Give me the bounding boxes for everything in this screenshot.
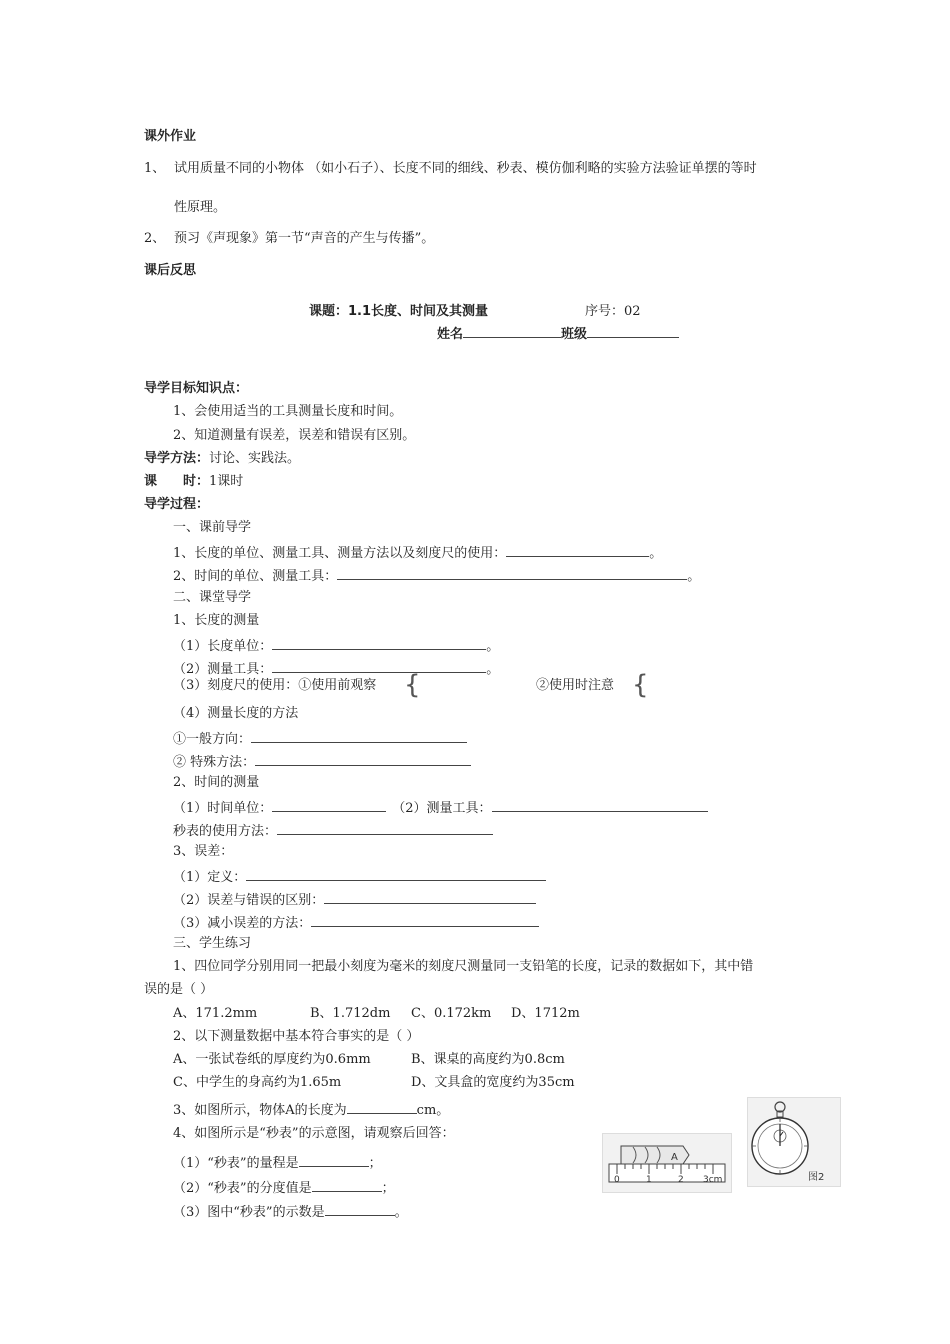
- pre-q1-text: 1、长度的单位、测量工具、测量方法以及刻度尺的使用：: [173, 546, 507, 561]
- pre-q2-blank[interactable]: [337, 565, 687, 580]
- pre-q2: [173, 565, 700, 586]
- practice-q4-1-blank[interactable]: [299, 1152, 369, 1167]
- hours-row: [144, 473, 243, 491]
- stopwatch-label: 秒表的使用方法：: [173, 824, 278, 839]
- practice-q3-text: 3、如图所示，物体A的长度为: [173, 1103, 347, 1118]
- reflection-heading: 课后反思: [144, 263, 197, 278]
- time-heading: 2、时间的测量: [173, 775, 260, 790]
- general-method-blank[interactable]: [251, 728, 467, 743]
- length-unit-blank[interactable]: [272, 635, 486, 650]
- length-tool-label: （2）测量工具：: [173, 662, 273, 677]
- ruler-usage-label: （3）刻度尺的使用：①使用前观察: [173, 678, 377, 693]
- error-def-label: （1）定义：: [173, 870, 247, 885]
- pre-q2-end: 。: [687, 569, 701, 584]
- length-tool-end: 。: [486, 662, 500, 677]
- practice-q1-option-a: A、171.2mm: [173, 1006, 258, 1021]
- time-unit-label: （1）时间单位：: [173, 801, 273, 816]
- goal-item-1: 1、会使用适当的工具测量长度和时间。: [173, 404, 403, 419]
- practice-q1-option-d: D、1712m: [511, 1006, 580, 1021]
- hours-value: 1课时: [209, 474, 244, 489]
- practice-q4-2-blank[interactable]: [312, 1177, 382, 1192]
- homework-item-1-line-2: 性原理。: [174, 200, 227, 215]
- class-blank[interactable]: [587, 323, 679, 338]
- practice-q4-1: [173, 1152, 382, 1173]
- homework-heading: 课外作业: [144, 129, 197, 144]
- goal-item-2: 2、知道测量有误差，误差和错误有区别。: [173, 428, 416, 443]
- practice-q2-option-d: D、文具盒的宽度约为35cm: [411, 1075, 575, 1090]
- practice-q1-option-c: C、0.172km: [411, 1006, 492, 1021]
- pre-q1: [173, 542, 662, 563]
- general-method-label: ①一般方向：: [173, 732, 252, 747]
- practice-heading: 三、学生练习: [173, 936, 252, 951]
- error-reduce-label: （3）减小误差的方法：: [173, 916, 312, 931]
- length-unit-label: （1）长度单位：: [173, 639, 273, 654]
- practice-q1-line-1: 1、四位同学分别用同一把最小刻度为毫米的刻度尺测量同一支铅笔的长度，记录的数据如下，其中错: [173, 959, 754, 974]
- practice-q1-line-2: 误的是（ ）: [144, 982, 214, 997]
- ruler-tick-2: 2: [678, 1175, 684, 1185]
- ruler-figure: [602, 1133, 732, 1193]
- homework-item-2-text: 预习《声现象》第一节“声音的产生与传播”。: [174, 231, 435, 246]
- general-method-row: [173, 728, 467, 749]
- homework-item-1-line-1: 试用质量不同的小物体 （如小石子）、长度不同的细线、秒表、模仿伽利略的实验方法验证单摆的等时: [174, 161, 757, 176]
- error-heading: 3、误差：: [173, 844, 234, 859]
- practice-q3: [173, 1099, 449, 1120]
- error-diff-blank[interactable]: [324, 889, 536, 904]
- method-row: [144, 450, 300, 468]
- ruler-tick-3: 3cm: [703, 1175, 723, 1185]
- error-reduce-row: [173, 912, 539, 933]
- method-value: 讨论、实践法。: [209, 451, 301, 466]
- practice-q4-2-text: （2）“秒表”的分度值是: [173, 1181, 312, 1196]
- practice-q4-1-end: ；: [368, 1156, 382, 1171]
- name-label: 姓名: [437, 327, 464, 342]
- time-tool-blank[interactable]: [492, 797, 708, 812]
- practice-q2-option-b: B、课桌的高度约为0.8cm: [411, 1052, 565, 1067]
- time-tool-label: （2）测量工具：: [392, 801, 492, 816]
- method-heading: （4）测量长度的方法: [173, 706, 299, 721]
- special-method-label: ② 特殊方法：: [173, 755, 256, 770]
- practice-q1-option-b: B、1.712dm: [310, 1006, 391, 1021]
- practice-q4-3: [173, 1201, 408, 1222]
- stopwatch-figure: [747, 1097, 841, 1187]
- practice-q4-2: [173, 1177, 395, 1198]
- practice-q4-3-blank[interactable]: [325, 1201, 395, 1216]
- pre-q2-text: 2、时间的单位、测量工具：: [173, 569, 338, 584]
- time-unit-blank[interactable]: [272, 797, 386, 812]
- practice-q4-2-end: ；: [381, 1181, 395, 1196]
- time-row: [173, 797, 708, 818]
- ruler-tick-0: 0: [614, 1175, 620, 1185]
- object-a-shape: [621, 1146, 689, 1164]
- error-reduce-blank[interactable]: [311, 912, 539, 927]
- classroom-heading: 二、课堂导学: [173, 590, 252, 605]
- length-unit-end: 。: [486, 639, 500, 654]
- ruler-drawing: [603, 1134, 731, 1192]
- class-label: 班级: [561, 327, 588, 342]
- length-tool-blank[interactable]: [272, 658, 486, 673]
- pre-heading: 一、课前导学: [173, 520, 252, 535]
- length-heading: 1、长度的测量: [173, 613, 260, 628]
- special-method-row: [173, 751, 471, 772]
- practice-q2: 2、以下测量数据中基本符合事实的是（ ）: [173, 1029, 420, 1044]
- error-diff-row: [173, 889, 536, 910]
- stopwatch-row: [173, 820, 493, 841]
- practice-q4-3-text: （3）图中“秒表”的示数是: [173, 1205, 325, 1220]
- method-label: 导学方法：: [144, 451, 210, 466]
- name-blank[interactable]: [463, 323, 561, 338]
- hours-label-1: 课: [144, 474, 158, 489]
- practice-q4-3-end: 。: [394, 1205, 408, 1220]
- special-method-blank[interactable]: [255, 751, 471, 766]
- practice-q2-option-a: A、一张试卷纸的厚度约为0.6mm: [173, 1052, 371, 1067]
- hours-label-2: 时：: [183, 474, 210, 489]
- practice-q2-option-c: C、中学生的身高约为1.65m: [173, 1075, 342, 1090]
- homework-item-1-number: 1、: [144, 161, 166, 176]
- process-heading: 导学过程：: [144, 497, 210, 512]
- error-diff-label: （2）误差与错误的区别：: [173, 893, 325, 908]
- stopwatch-blank[interactable]: [277, 820, 493, 835]
- homework-item-2-number: 2、: [144, 231, 166, 246]
- pre-q1-end: 。: [649, 546, 663, 561]
- stopwatch-caption: 图2: [808, 1172, 825, 1183]
- error-def-blank[interactable]: [246, 866, 546, 881]
- ruler-tick-1: 1: [646, 1175, 652, 1185]
- length-tool-row: [173, 658, 499, 679]
- lesson-serial: 序号：02: [585, 304, 641, 319]
- stopwatch-drawing: [748, 1098, 840, 1186]
- lesson-title: 课题：1.1长度、时间及其测量: [309, 304, 489, 319]
- ruler-usage-label-2: ②使用时注意: [536, 678, 615, 693]
- goals-heading: 导学目标知识点：: [144, 381, 249, 396]
- practice-q3-blank[interactable]: [347, 1099, 417, 1114]
- practice-q4-1-text: （1）“秒表”的量程是: [173, 1156, 299, 1171]
- lesson-name-field: [437, 323, 679, 344]
- practice-q4: 4、如图所示是“秒表”的示意图，请观察后回答：: [173, 1126, 455, 1141]
- practice-q3-unit: cm。: [416, 1103, 450, 1118]
- error-def-row: [173, 866, 546, 887]
- pre-q1-blank[interactable]: [506, 542, 649, 557]
- left-brace-icon: {: [404, 670, 421, 700]
- length-unit-row: [173, 635, 499, 656]
- object-a-label: A: [671, 1152, 678, 1163]
- left-brace-icon: {: [632, 670, 649, 700]
